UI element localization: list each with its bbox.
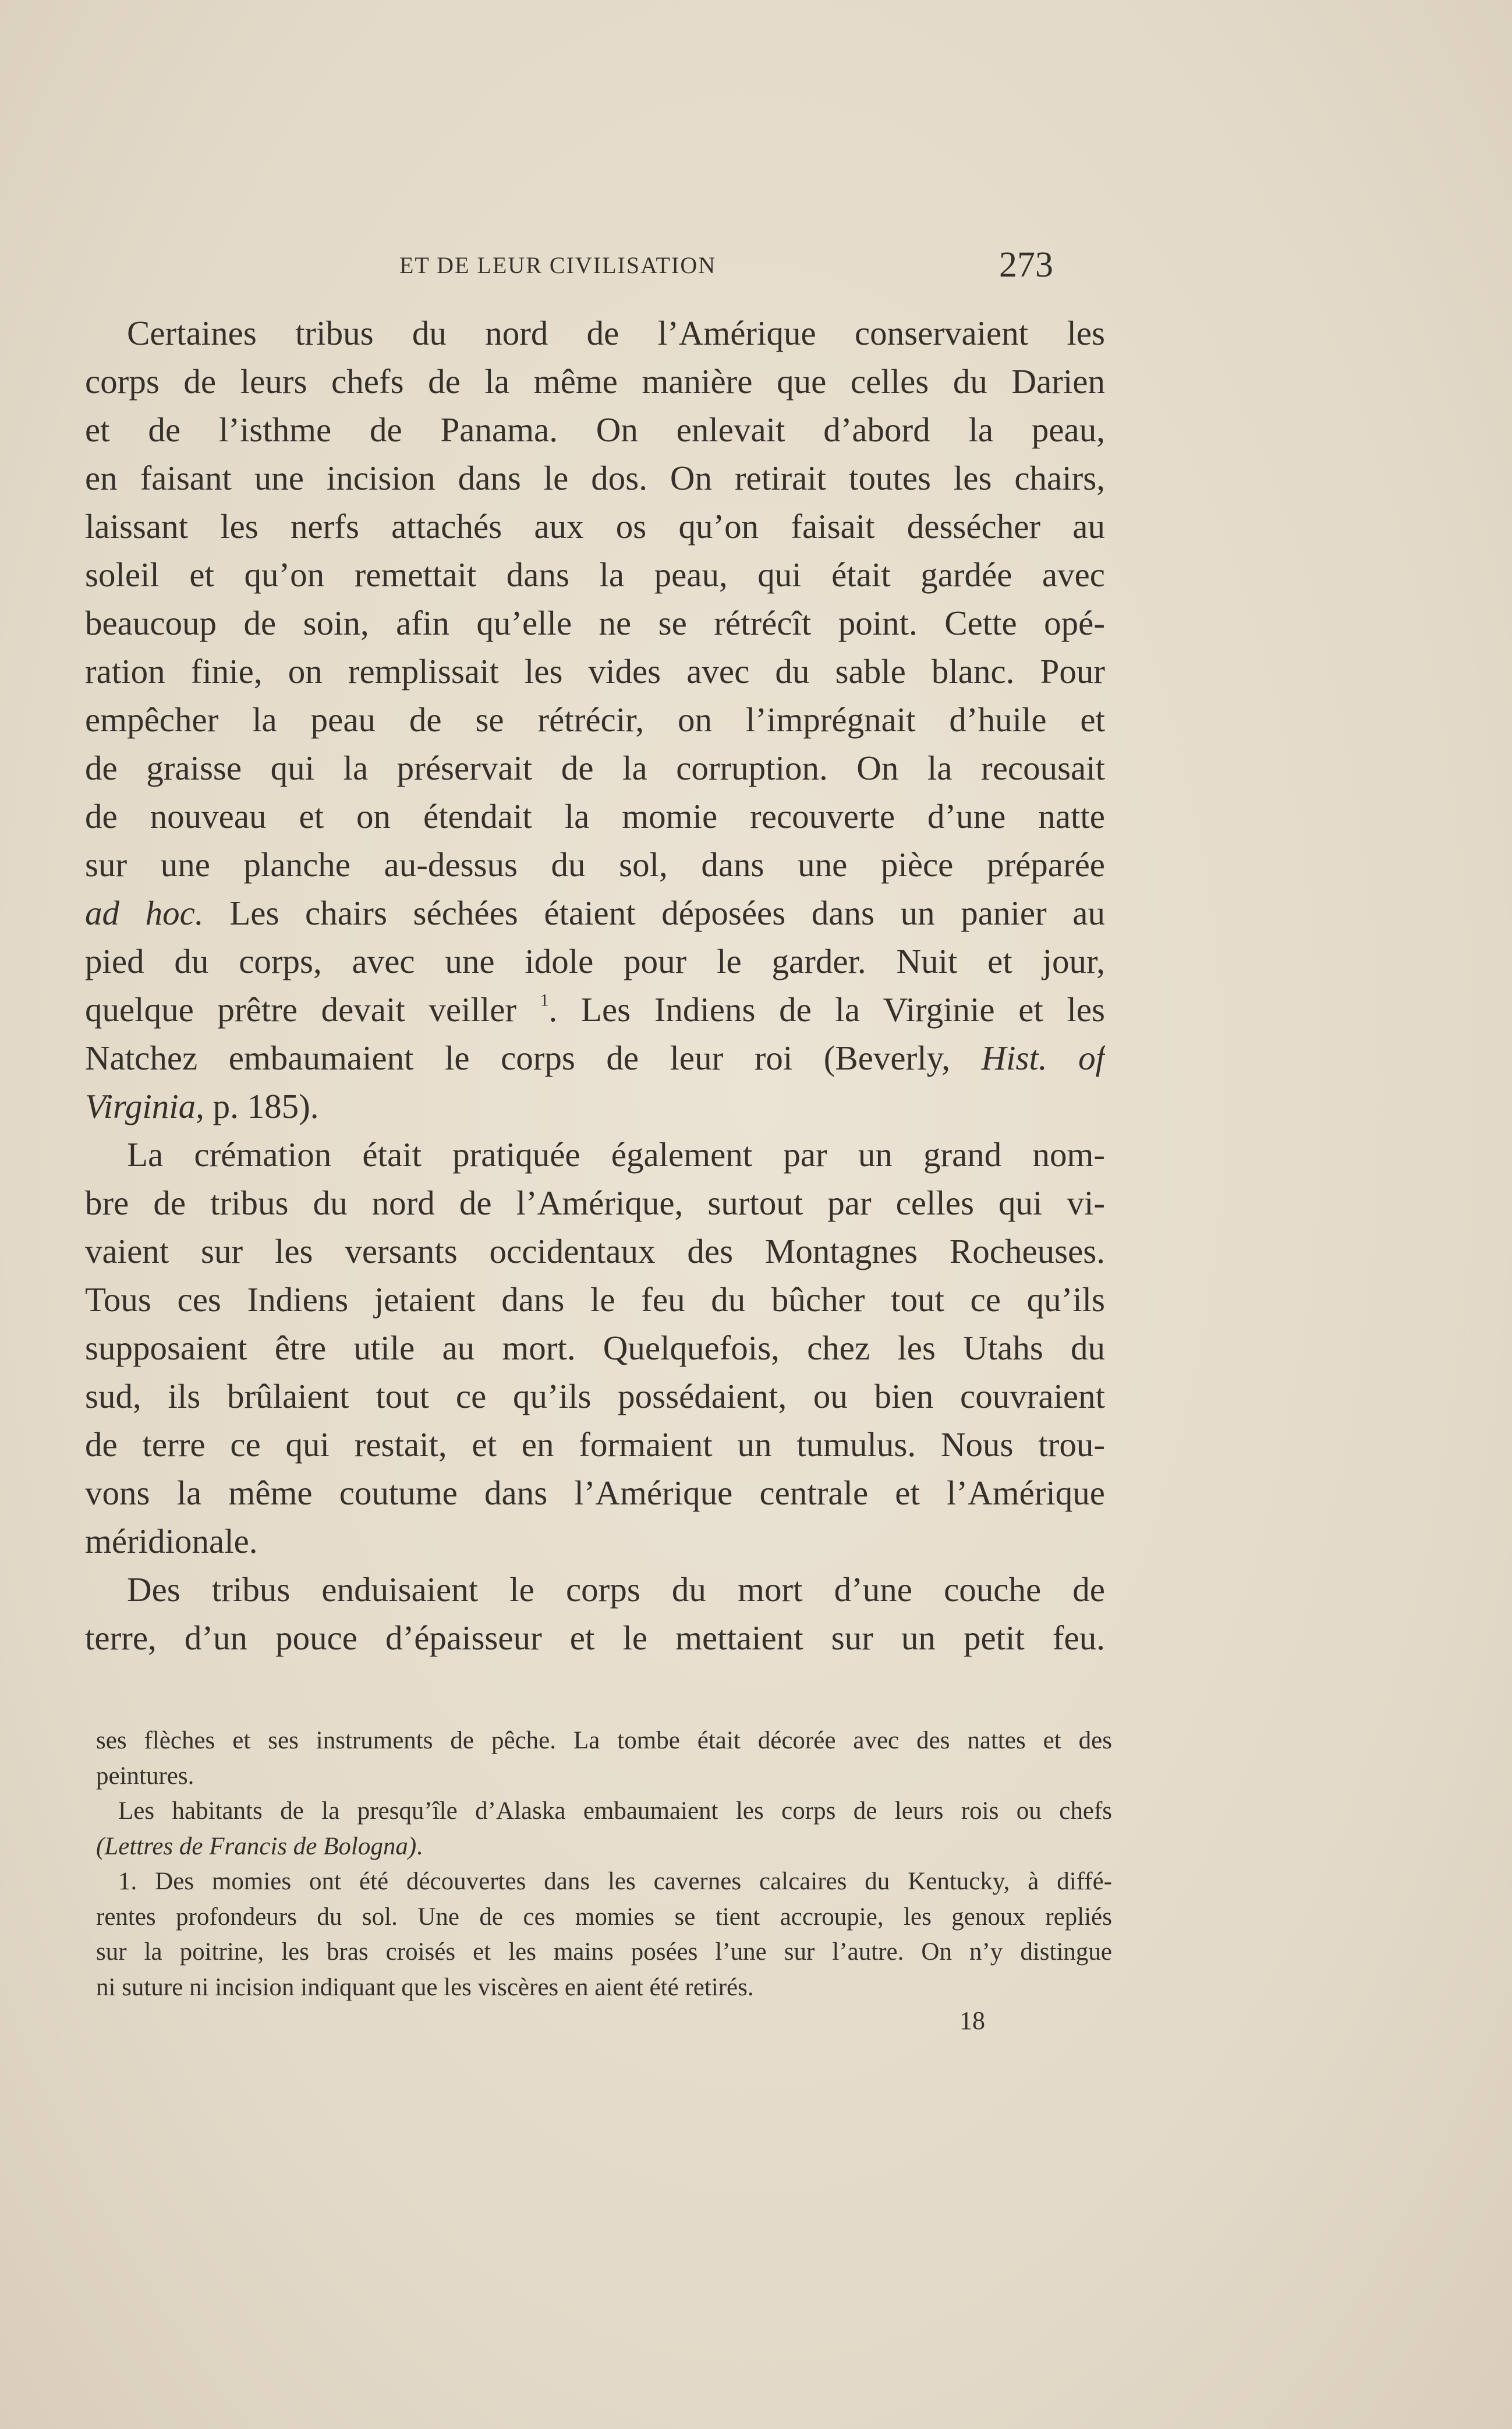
body-text [85, 309, 1105, 1662]
text: bre de tribus du nord de l’Amérique, surtout par celles qui vi- [85, 1184, 1105, 1222]
body-line [85, 986, 1105, 1034]
body-line [85, 889, 1105, 937]
text: Natchez embaumaient le corps de leur roi (Beverly, [85, 1039, 982, 1077]
page-number: 273 [999, 245, 1053, 285]
text: . Les Indiens de la Virginie et les [548, 990, 1105, 1029]
text: Des tribus enduisaient le corps du mort d’une couche de [127, 1570, 1105, 1609]
text: corps de leurs chefs de la même manière que celles du Darien [85, 362, 1105, 401]
body-line [85, 1566, 1105, 1614]
body-line [85, 1421, 1105, 1469]
body-line [85, 1131, 1105, 1179]
text: de terre ce qui restait, et en formaient un tumulus. Nous trou- [85, 1425, 1105, 1464]
italic-text: Virginia, [85, 1087, 204, 1125]
text: beaucoup de soin, afin qu’elle ne se rétrécît point. Cette opé- [85, 604, 1105, 642]
text: ni suture ni incision indiquant que les viscères en aient été retirés. [96, 1973, 754, 2001]
text: terre, d’un pouce d’épaisseur et le mettaient sur un petit feu. [85, 1619, 1105, 1657]
body-line [85, 744, 1105, 792]
text: et de l’isthme de Panama. On enlevait d’abord la peau, [85, 410, 1105, 449]
text: pied du corps, avec une idole pour le garder. Nuit et jour, [85, 942, 1105, 980]
body-line [85, 1517, 1105, 1566]
text: de graisse qui la préservait de la corruption. On la recousait [85, 749, 1105, 787]
text: méridionale. [85, 1522, 258, 1560]
text: vaient sur les versants occidentaux des Montagnes Rocheuses. [85, 1232, 1105, 1270]
text: de nouveau et on étendait la momie recouverte d’une natte [85, 797, 1105, 835]
body-line [85, 1034, 1105, 1082]
text: . [416, 1832, 423, 1860]
footnote-line [96, 1900, 1112, 1935]
footnote-line [96, 1970, 1112, 2006]
body-line [85, 309, 1105, 357]
footnote-line [96, 1759, 1112, 1794]
text: sud, ils brûlaient tout ce qu’ils possédaient, ou bien couvraient [85, 1377, 1105, 1415]
footnote-ref: 1 [540, 991, 549, 1010]
text: peintures. [96, 1762, 194, 1790]
body-line [85, 1324, 1105, 1372]
body-line [85, 406, 1105, 454]
body-line [85, 937, 1105, 986]
body-line [85, 1372, 1105, 1421]
footnote-line [96, 1794, 1112, 1829]
text: quelque prêtre devait veiller [85, 990, 540, 1029]
footnote-line [96, 1935, 1112, 1970]
body-line [85, 792, 1105, 841]
text: en faisant une incision dans le dos. On retirait toutes les chairs, [85, 459, 1105, 497]
body-line [85, 647, 1105, 696]
text: ses flèches et ses instruments de pêche. La tombe était décorée avec des nattes et des [96, 1727, 1112, 1754]
text: Les habitants de la presqu’île d’Alaska embaumaient les corps de leurs rois ou chefs [118, 1797, 1112, 1825]
body-line [85, 1082, 1105, 1131]
text: Certaines tribus du nord de l’Amérique conservaient les [127, 314, 1105, 352]
text: La crémation était pratiquée également par un grand nom- [127, 1135, 1105, 1174]
text: p. 185). [204, 1087, 319, 1125]
text: 1. Des momies ont été découvertes dans les cavernes calcaires du Kentucky, à diffé- [118, 1868, 1112, 1895]
text: supposaient être utile au mort. Quelquefois, chez les Utahs du [85, 1329, 1105, 1367]
text: sur la poitrine, les bras croisés et les mains posées l’une sur l’autre. On n’y distingue [96, 1938, 1112, 1966]
footnote-line [96, 1829, 1112, 1865]
body-line [85, 841, 1105, 889]
text: ration finie, on remplissait les vides avec du sable blanc. Pour [85, 652, 1105, 691]
body-line [85, 1179, 1105, 1227]
body-line [85, 551, 1105, 599]
running-title: ET DE LEUR CIVILISATION [399, 252, 717, 278]
body-line [85, 502, 1105, 551]
footnote-line [96, 1864, 1112, 1900]
footnotes [96, 1723, 1112, 2005]
footnote-line [96, 1723, 1112, 1759]
text: empêcher la peau de se rétrécir, on l’imprégnait d’huile et [85, 700, 1105, 739]
body-line [85, 1276, 1105, 1324]
text: Les chairs séchées étaient déposées dans un panier au [203, 894, 1105, 932]
signature-mark: 18 [959, 2006, 985, 2035]
text: soleil et qu’on remettait dans la peau, qui était gardée avec [85, 555, 1105, 594]
text: Tous ces Indiens jetaient dans le feu du bûcher tout ce qu’ils [85, 1280, 1105, 1319]
italic-text: (Lettres de Francis de Bologna) [96, 1832, 417, 1860]
body-line [85, 357, 1105, 406]
text: laissant les nerfs attachés aux os qu’on faisait dessécher au [85, 507, 1105, 546]
body-line [85, 454, 1105, 502]
body-line [85, 599, 1105, 647]
text: rentes profondeurs du sol. Une de ces momies se tient accroupie, les genoux repliés [96, 1903, 1112, 1931]
text: sur une planche au-dessus du sol, dans une pièce préparée [85, 845, 1105, 884]
body-line [85, 1227, 1105, 1276]
body-line [85, 1469, 1105, 1517]
italic-text: Hist. of [981, 1039, 1105, 1077]
body-line [85, 1614, 1105, 1662]
body-line [85, 696, 1105, 744]
text: vons la même coutume dans l’Amérique centrale et l’Amérique [85, 1474, 1105, 1512]
italic-text: ad hoc. [85, 894, 204, 932]
